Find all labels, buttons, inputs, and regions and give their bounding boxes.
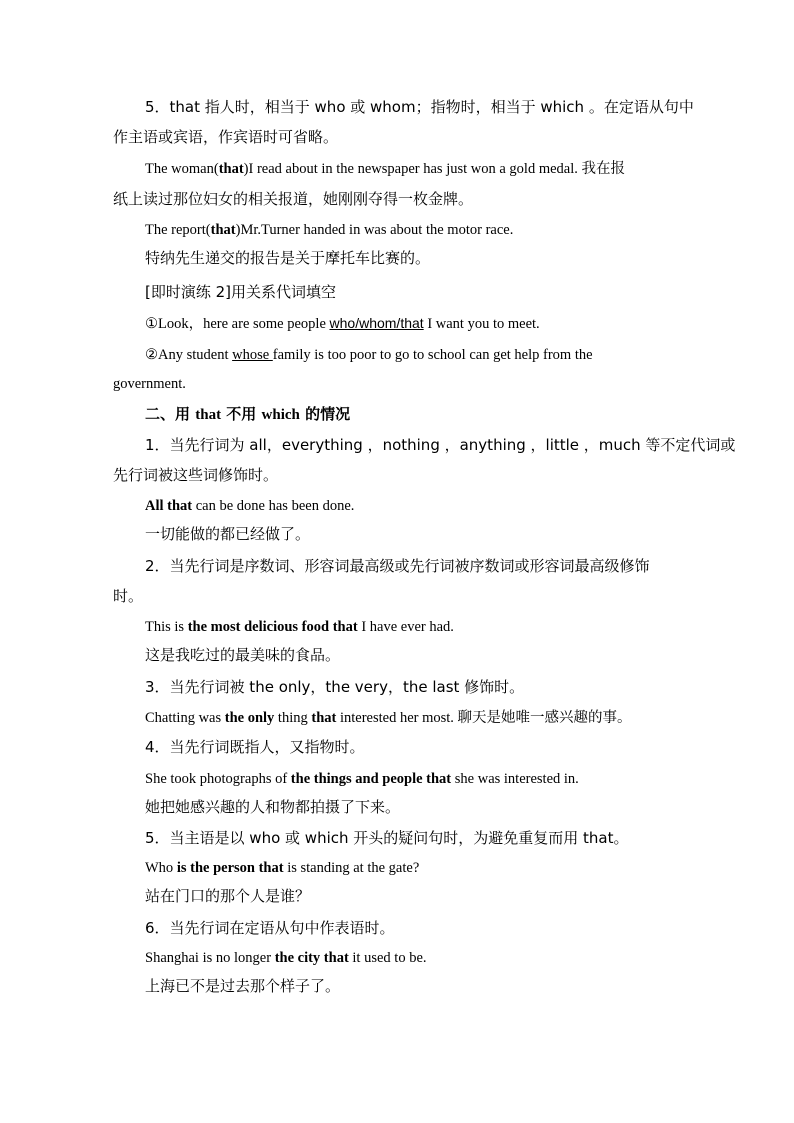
- r2-ex-a: This is: [145, 619, 188, 635]
- r3-ex-bold-1: the only: [224, 710, 275, 726]
- q1-text-b: I want you to meet.: [423, 316, 540, 332]
- r5-ex-a: Who: [145, 860, 177, 876]
- r1-ex-text: can be done has been done.: [192, 498, 355, 514]
- r6-text-1: 6．当先行词在定语从句中作表语时。: [145, 919, 395, 937]
- r6-ex-c: it used to be.: [348, 950, 427, 966]
- r2-translation-text: 这是我吃过的最美味的食品。: [145, 646, 341, 664]
- rule-5-line-2: [113, 127, 681, 147]
- r4-translation-text: 她把她感兴趣的人和物都拍摄了下来。: [145, 798, 401, 816]
- r6-translation-text: 上海已不是过去那个样子了。: [145, 977, 341, 995]
- rule-2-translation: [145, 645, 681, 665]
- q2-answer: whose: [232, 347, 273, 363]
- example-2-translation: [145, 248, 681, 268]
- s2-title-e: 的情况: [299, 405, 351, 423]
- r3-ex-c: thing: [274, 710, 312, 726]
- rule-1-line-1: [145, 435, 736, 455]
- s2-title-b: that: [195, 407, 222, 423]
- section-2-title: [145, 404, 681, 425]
- rule-4-line-1: [145, 737, 681, 757]
- r1-ex-bold: All that: [145, 498, 193, 514]
- example-2-line: [145, 220, 681, 240]
- question-2-line-2: [113, 374, 681, 394]
- r4-ex-c: she was interested in.: [451, 771, 579, 787]
- ex2-text-c: )Mr.Turner handed in was about the motor race.: [235, 222, 514, 238]
- q2-text-a: ②Any student: [145, 347, 233, 363]
- rule-6-example: [145, 948, 681, 968]
- r2-ex-bold: the most delicious food that: [187, 619, 358, 635]
- r5-text-1: 5．当主语是以 who 或 which 开头的疑问句时，为避免重复而用 that。: [145, 829, 629, 847]
- rule-1-translation: [145, 524, 681, 544]
- example-1-line-1: [145, 159, 681, 179]
- rule-5-line-1: [145, 97, 694, 117]
- ex2-translation-text: 特纳先生递交的报告是关于摩托车比赛的。: [145, 249, 431, 267]
- ex1-text-c: )I read about in the newspaper has just won a gold medal. 我在报: [243, 161, 626, 177]
- rule-3-line-1: [145, 677, 681, 697]
- ex1-text-a: The woman(: [145, 161, 219, 177]
- r3-ex-bold-2: that: [311, 710, 337, 726]
- r2-text-2: 时。: [113, 587, 144, 605]
- r5-translation-text: 站在门口的那个人是谁？: [145, 887, 311, 905]
- question-2-line-1: [145, 345, 681, 365]
- r4-ex-bold: the things and people that: [290, 771, 452, 787]
- rule-2-line-2: [113, 586, 681, 606]
- r6-ex-bold: the city that: [274, 950, 349, 966]
- r5-ex-c: is standing at the gate?: [283, 860, 420, 876]
- rule-5b-translation: [145, 886, 681, 906]
- r1-translation-text: 一切能做的都已经做了。: [145, 525, 311, 543]
- r3-ex-e: interested her most. 聊天是她唯一感兴趣的事。: [336, 710, 632, 726]
- s2-title-c: 不用: [221, 405, 262, 423]
- r2-ex-c: I have ever had.: [357, 619, 454, 635]
- ex2-text-a: The report(: [145, 222, 211, 238]
- q2-text-b: family is too poor to go to school can get help from the: [272, 347, 593, 363]
- rule-6-line-1: [145, 918, 681, 938]
- example-1-line-2: [113, 189, 681, 209]
- q1-answer: who/whom/that: [329, 315, 424, 331]
- r4-ex-a: She took photographs of: [145, 771, 291, 787]
- rule-2-example: [145, 617, 681, 637]
- s2-title-d: which: [261, 407, 300, 423]
- r5-ex-bold: is the person that: [176, 860, 284, 876]
- ex2-bold: that: [210, 222, 236, 238]
- r3-text-1: 3．当先行词被 the only，the very，the last 修饰时。: [145, 678, 525, 696]
- rule-4-example: [145, 769, 681, 789]
- rule-5-text-2: 作主语或宾语，作宾语时可省略。: [113, 128, 339, 146]
- q1-text-a: ①Look，here are some people: [145, 316, 330, 332]
- rule-1-example: [145, 496, 681, 516]
- rule-6-translation: [145, 976, 681, 996]
- r1-text-1: 1．当先行词为 all，everything ，nothing ，anything ，little ，much 等不定代词或: [145, 436, 736, 454]
- practice-title-text: [即时演练 2]用关系代词填空: [145, 283, 337, 301]
- practice-title: [145, 282, 681, 302]
- rule-1-line-2: [113, 465, 681, 485]
- q2-text-c: government.: [113, 376, 186, 392]
- rule-5b-example: [145, 858, 681, 878]
- rule-5-text-1: 5．that 指人时，相当于 who 或 whom；指物时，相当于 which 。在定语从句中: [145, 98, 694, 116]
- question-1: [145, 313, 681, 334]
- s2-title-a: 二、用: [145, 405, 196, 423]
- r3-ex-a: Chatting was: [145, 710, 225, 726]
- r1-text-2: 先行词被这些词修饰时。: [113, 466, 279, 484]
- rule-4-translation: [145, 797, 681, 817]
- r2-text-1: 2．当先行词是序数词、形容词最高级或先行词被序数词或形容词最高级修饰: [145, 557, 650, 575]
- ex1-translation: 纸上读过那位妇女的相关报道，她刚刚夺得一枚金牌。: [113, 190, 474, 208]
- r4-text-1: 4．当先行词既指人，又指物时。: [145, 738, 365, 756]
- rule-2-line-1: [145, 556, 681, 576]
- ex1-bold: that: [218, 161, 244, 177]
- r6-ex-a: Shanghai is no longer: [145, 950, 275, 966]
- rule-5b-line-1: [145, 828, 681, 848]
- rule-3-example: [145, 708, 681, 728]
